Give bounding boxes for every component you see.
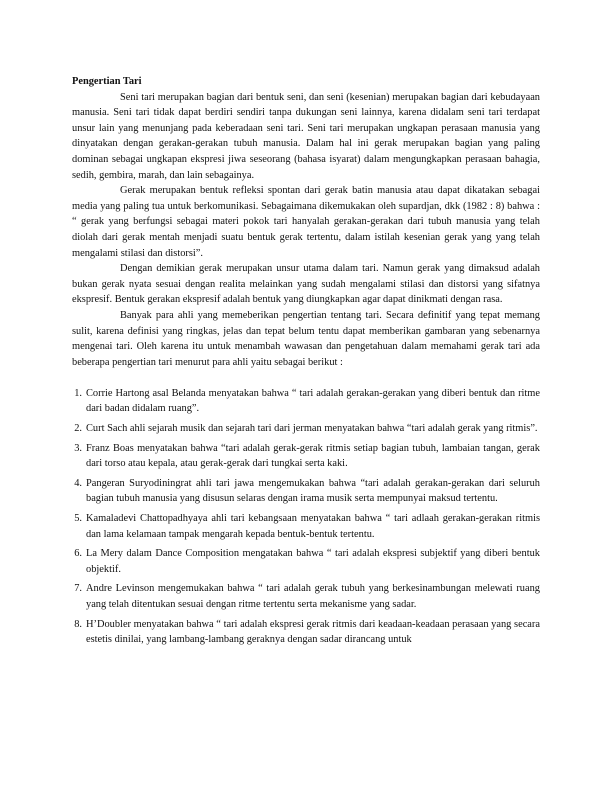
document-body: [72, 74, 540, 652]
list-number: 2.: [74, 423, 82, 435]
list-item-text: Kamaladevi Chattopadhyaya ahli tari kebangsaan menyatakan bahwa “ tari adlaah gerakan-gerakan ritmis dan lama kelamaan tampak mengarah kepada bentuk-bentuk tertentu.: [86, 513, 540, 540]
list-item: [72, 421, 540, 437]
list-item: [72, 386, 540, 417]
list-item: [72, 476, 540, 507]
list-item: [72, 546, 540, 577]
paragraph: Gerak merupakan bentuk refleksi spontan dari gerak batin manusia atau dapat dikatakan sebagai media yang paling tua untuk berkomunikasi. Sebagaimana dikemukakan oleh supardjan, dkk (1982 : 8) bahwa : “ gerak yang berfungsi sebagai materi pokok tari hanyalah gerakan-gerakan dari tubuh manusia yang telah diolah dari gerak mentah menjadi suatu bentuk gerak tertentu, dalam istilah kesenian gerak yang yang telah mengalami stilasi dan distorsi”.: [72, 185, 540, 259]
definitions-list: [72, 386, 540, 648]
list-item-text: H’Doubler menyatakan bahwa “ tari adalah ekspresi gerak ritmis dari keadaan-keadaan perasaan yang secara estetis dinilai, yang lambang-lambang geraknya dengan sadar dirancang untuk: [86, 618, 540, 646]
list-item: [72, 441, 540, 472]
list-item-text: Franz Boas menyatakan bahwa “tari adalah gerak-gerak ritmis setiap bagian tubuh, lambaian tangan, gerak dari torso atau kepala, atau gerak-gerak dari tungkai serta kaki.: [86, 442, 540, 470]
list-number: 7.: [74, 583, 82, 595]
list-number: 5.: [74, 513, 82, 525]
list-item-text: La Mery dalam Dance Composition mengatakan bahwa “ tari adalah ekspresi subjektif yang diberi bentuk objektif.: [86, 548, 540, 575]
list-number: 3.: [74, 442, 82, 454]
list-number: 4.: [74, 477, 82, 489]
list-number: 6.: [74, 548, 82, 560]
list-item: [72, 617, 540, 648]
paragraph: Dengan demikian gerak merupakan unsur utama dalam tari. Namun gerak yang dimaksud adalah bukan gerak nyata sesuai dengan realita melainkan yang sudah mengalami stilasi dan distorsi yang sifatnya ekspresif. Bentuk gerakan ekspresif adalah bentuk yang diungkapkan agar dapat dinikmati dengan rasa.: [72, 263, 540, 306]
paragraph: Seni tari merupakan bagian dari bentuk seni, dan seni (kesenian) merupakan bagian dari kebudayaan manusia. Seni tari tidak dapat berdiri sendiri tanpa dukungan seni lainnya, karena didalam seni tari terdapat unsur lain yang menunjang pada keberadaan seni tari. Seni tari merupakan ungkapan perasaan manusia yang dinyatakan dengan gerakan-gerakan tubuh manusia. Dalam hal ini gerak merupakan bagian yang paling dominan sebagai ungkapan ekspresi jiwa seseorang (bahasa isyarat) dalam mengungkapkan perasaan bahagia, sedih, gembira, marah, dan lain sebagainya.: [72, 91, 540, 181]
list-number: 1.: [74, 387, 82, 399]
list-item-text: Corrie Hartong asal Belanda menyatakan bahwa “ tari adalah gerakan-gerakan yang diberi bentuk dan ritme dari badan didalam ruang”.: [86, 387, 540, 415]
list-item-text: Curt Sach ahli sejarah musik dan sejarah tari dari jerman menyatakan bahwa “tari adalah gerak yang ritmis”.: [86, 423, 538, 435]
list-item-text: Pangeran Suryodiningrat ahli tari jawa mengemukakan bahwa “tari adalah gerakan-gerakan dari seluruh bagian tubuh manusia yang disusun selaras dengan irama musik serta mempunyai maksud tertentu.: [86, 477, 540, 505]
list-item: [72, 581, 540, 612]
list-number: 8.: [74, 618, 82, 630]
paragraph: Banyak para ahli yang memeberikan pengertian tentang tari. Secara definitif yang tepat memang sulit, karena definisi yang ringkas, jelas dan tepat belum tentu dapat memberikan gambaran yang sebenarnya mengenai tari. Oleh karena itu untuk menambah wawasan dan pengetahuan dalam memahami gerak tari ada beberapa pengertian tari menurut para ahli yaitu sebagai berikut :: [72, 309, 540, 368]
list-item-text: Andre Levinson mengemukakan bahwa “ tari adalah gerak tubuh yang berkesinambungan melewati ruang yang telah ditentukan sesuai dengan ritme tertentu serta mekanisme yang sadar.: [86, 583, 540, 610]
section-heading: Pengertian Tari: [72, 76, 142, 87]
list-item: [72, 511, 540, 542]
